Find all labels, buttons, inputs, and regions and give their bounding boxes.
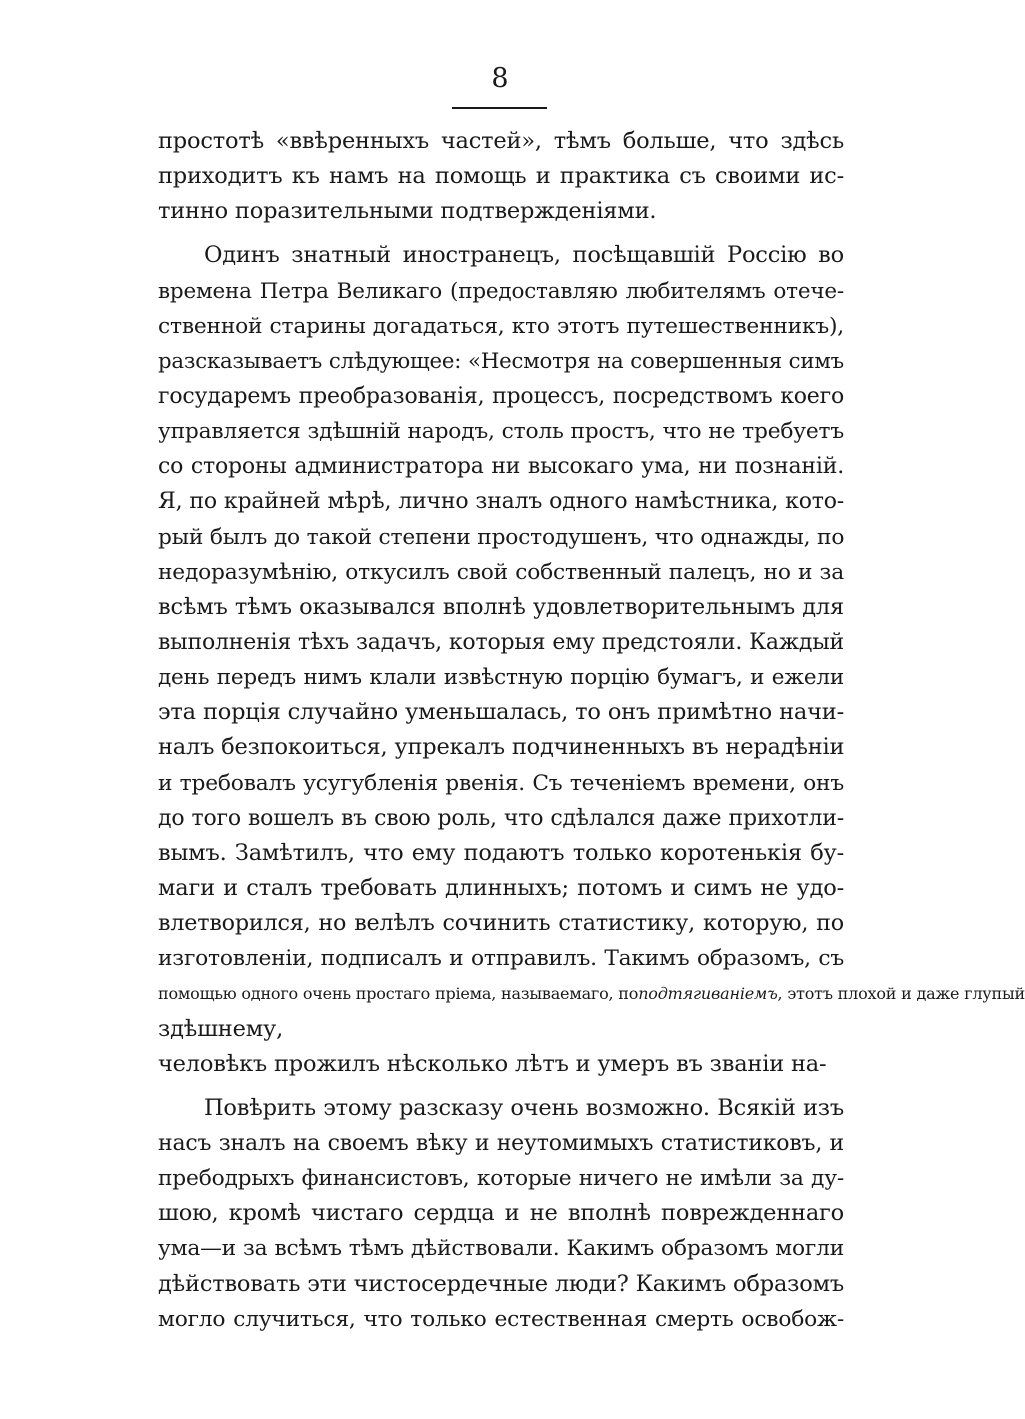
text-line: Повѣрить этому разсказу очень возможно. Всякій изъ [204,1094,844,1121]
text-line: со стороны администратора ни высокаго ума, ни познаній. [158,454,844,480]
italic-term: подтягиваніемъ [638,984,778,1004]
text-line: дѣйствовать эти чистосердечные люди? Какимъ образомъ [158,1270,844,1297]
text-line: выполненія тѣхъ задачъ, которыя ему предстояли. Каждый [158,629,844,655]
text-line: налъ безпокоиться, упрекалъ подчиненныхъ въ нерадѣніи [158,734,845,761]
text-line: тинно поразительными подтвержденіями. [158,198,657,225]
text-line: здѣшнему, [158,1015,284,1042]
text-line: всѣмъ тѣмъ оказывался вполнѣ удовлетворительнымъ для [158,593,844,620]
text-line: времена Петра Великаго (предоставляю любителямъ отече- [158,278,844,304]
page-number: 8 [491,63,509,94]
text-line: влетворился, но велѣлъ сочинить статистику, которую, по [158,910,844,937]
text-segment: , этотъ плохой и даже глупый [777,984,1025,1004]
text-line: вымъ. Замѣтилъ, что ему подаютъ только коротенькія бу- [158,839,844,866]
text-line: и требовалъ усугубленія рвенія. Съ теченіемъ времени, онъ [158,770,844,796]
paragraph-1 [158,124,844,229]
text-line: до того вошелъ въ свою роль, что сдѣлался даже прихотли- [158,805,844,831]
text-line: разсказываетъ слѣдующее: «Несмотря на совершенныя симъ [158,348,844,374]
text-line: ственной старины догадаться, кто этотъ путешественникъ), [158,313,844,339]
text-line: могло случиться, что только естественная смерть освобож- [158,1306,844,1332]
text-segment: помощью одного очень простаго пріема, называемаго, по [158,984,639,1004]
text-line-mixed [158,976,1025,1011]
text-line: изготовленіи, подписалъ и отправилъ. Такимъ образомъ, съ [158,946,844,972]
text-line: насъ зналъ на своемъ вѣку и неутомимыхъ статистиковъ, и [158,1130,844,1156]
text-line: Я, по крайней мѣрѣ, лично зналъ одного намѣстника, кото- [158,489,844,515]
text-line: управляется здѣшній народъ, столь простъ, что не требуетъ [158,419,844,445]
text-line: шою, кромѣ чистаго сердца и не вполнѣ поврежденнаго [158,1200,844,1227]
body-text [158,124,1025,1337]
text-line: Одинъ знатный иностранецъ, посѣщавшій Россію во [204,242,844,269]
text-line: рый былъ до такой степени простодушенъ, что однажды, по [158,524,845,550]
text-line: приходитъ къ намъ на помощь и практика съ своими ис- [158,163,844,190]
text-line: пребодрыхъ финансистовъ, которые ничего не имѣли за ду- [158,1166,844,1192]
text-line: недоразумѣнію, откусилъ свой собственный палецъ, но и за [158,559,844,585]
paragraph-2 [158,238,1025,1081]
text-line: простотѣ «ввѣренныхъ частей», тѣмъ больше, что здѣсь [158,128,844,154]
paragraph-3 [158,1091,844,1337]
text-line: эта порція случайно уменьшалась, то онъ примѣтно начи- [158,699,844,726]
text-line: государемъ преобразованія, процессъ, посредствомъ коего [158,383,844,409]
text-line: человѣкъ прожилъ нѣсколько лѣтъ и умеръ въ званіи на- [158,1050,827,1077]
text-line: маги и сталъ требовать длинныхъ; потомъ и симъ не удо- [158,874,844,901]
header-rule [452,107,547,109]
text-line: день передъ нимъ клали извѣстную порцію бумагъ, и ежели [158,665,844,691]
text-line: ума—и за всѣмъ тѣмъ дѣйствовали. Какимъ образомъ могли [158,1236,844,1262]
